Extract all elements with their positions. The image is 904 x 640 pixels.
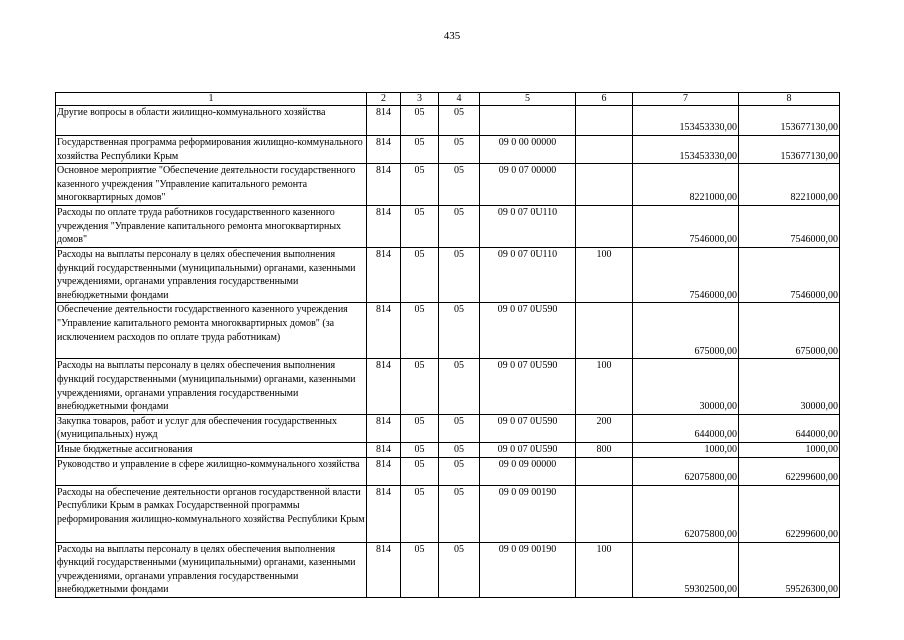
table-row	[56, 303, 840, 359]
row-expense-type	[576, 457, 633, 485]
header-cell: 2	[367, 93, 401, 106]
row-target-article	[480, 106, 576, 136]
row-ministry-code: 814	[367, 457, 401, 485]
row-description: Основное мероприятие "Обеспечение деятельности государственного казенного учреждения "Управление капитального ремонта многоквартирных домов"	[56, 164, 367, 206]
row-expense-type	[576, 485, 633, 542]
row-expense-type: 100	[576, 542, 633, 597]
row-description: Закупка товаров, работ и услуг для обеспечения государственных (муниципальных) нужд	[56, 414, 367, 442]
row-description: Расходы на выплаты персоналу в целях обеспечения выполнения функций государственными (муниципальными) органами, казенными учреждениями, органами управления государственными внебюджетными фондами	[56, 247, 367, 302]
row-subsection: 05	[439, 136, 480, 164]
header-cell: 1	[56, 93, 367, 106]
budget-table	[55, 92, 840, 598]
table-row	[56, 106, 840, 136]
row-expense-type	[576, 205, 633, 247]
row-target-article: 09 0 07 00000	[480, 164, 576, 206]
row-section: 05	[401, 106, 439, 136]
table-row	[56, 457, 840, 485]
row-subsection: 05	[439, 164, 480, 206]
row-target-article: 09 0 00 00000	[480, 136, 576, 164]
row-ministry-code: 814	[367, 542, 401, 597]
row-ministry-code: 814	[367, 106, 401, 136]
row-ministry-code: 814	[367, 359, 401, 414]
row-description: Иные бюджетные ассигнования	[56, 442, 367, 457]
row-amount-col7: 7546000,00	[633, 247, 739, 302]
row-amount-col7: 62075800,00	[633, 485, 739, 542]
row-target-article: 09 0 07 0U110	[480, 205, 576, 247]
row-description: Расходы по оплате труда работников государственного казенного учреждения "Управление капитального ремонта многоквартирных домов"	[56, 205, 367, 247]
row-amount-col7: 7546000,00	[633, 205, 739, 247]
row-section: 05	[401, 205, 439, 247]
row-target-article: 09 0 07 0U590	[480, 414, 576, 442]
row-amount-col8: 59526300,00	[739, 542, 840, 597]
row-amount-col8: 62299600,00	[739, 457, 840, 485]
row-section: 05	[401, 414, 439, 442]
row-target-article: 09 0 07 0U590	[480, 359, 576, 414]
row-section: 05	[401, 485, 439, 542]
row-description: Расходы на выплаты персоналу в целях обеспечения выполнения функций государственными (муниципальными) органами, казенными учреждениями, органами управления государственными внебюджетными фондами	[56, 542, 367, 597]
table-row	[56, 247, 840, 302]
row-expense-type	[576, 136, 633, 164]
row-amount-col8: 30000,00	[739, 359, 840, 414]
row-amount-col8: 1000,00	[739, 442, 840, 457]
header-cell: 6	[576, 93, 633, 106]
row-section: 05	[401, 542, 439, 597]
table-row	[56, 136, 840, 164]
row-ministry-code: 814	[367, 303, 401, 359]
row-target-article: 09 0 09 00190	[480, 542, 576, 597]
table-row	[56, 542, 840, 597]
table-header-row	[56, 93, 840, 106]
row-expense-type	[576, 303, 633, 359]
row-ministry-code: 814	[367, 136, 401, 164]
row-amount-col8: 644000,00	[739, 414, 840, 442]
row-expense-type: 100	[576, 359, 633, 414]
row-target-article: 09 0 07 0U110	[480, 247, 576, 302]
table-row	[56, 414, 840, 442]
row-section: 05	[401, 303, 439, 359]
row-amount-col7: 62075800,00	[633, 457, 739, 485]
row-description: Другие вопросы в области жилищно-коммунального хозяйства	[56, 106, 367, 136]
row-expense-type	[576, 164, 633, 206]
row-section: 05	[401, 442, 439, 457]
row-target-article: 09 0 09 00000	[480, 457, 576, 485]
row-subsection: 05	[439, 247, 480, 302]
table-row	[56, 359, 840, 414]
row-amount-col7: 30000,00	[633, 359, 739, 414]
row-amount-col7: 644000,00	[633, 414, 739, 442]
row-section: 05	[401, 359, 439, 414]
row-section: 05	[401, 164, 439, 206]
row-amount-col8: 7546000,00	[739, 205, 840, 247]
row-expense-type: 200	[576, 414, 633, 442]
header-cell: 3	[401, 93, 439, 106]
row-amount-col7: 8221000,00	[633, 164, 739, 206]
row-expense-type	[576, 106, 633, 136]
row-amount-col8: 8221000,00	[739, 164, 840, 206]
row-amount-col8: 153677130,00	[739, 136, 840, 164]
row-description: Обеспечение деятельности государственного казенного учреждения "Управление капитального ремонта многоквартирных домов" (за исключением расходов по оплате труда работникам)	[56, 303, 367, 359]
row-ministry-code: 814	[367, 442, 401, 457]
table-row	[56, 442, 840, 457]
row-subsection: 05	[439, 442, 480, 457]
row-description: Государственная программа реформирования жилищно-коммунального хозяйства Республики Крым	[56, 136, 367, 164]
row-subsection: 05	[439, 457, 480, 485]
row-amount-col8: 153677130,00	[739, 106, 840, 136]
row-expense-type: 100	[576, 247, 633, 302]
row-target-article: 09 0 07 0U590	[480, 442, 576, 457]
row-ministry-code: 814	[367, 247, 401, 302]
row-section: 05	[401, 136, 439, 164]
header-cell: 4	[439, 93, 480, 106]
row-amount-col8: 7546000,00	[739, 247, 840, 302]
row-section: 05	[401, 247, 439, 302]
page-number: 435	[443, 30, 461, 42]
row-subsection: 05	[439, 205, 480, 247]
row-ministry-code: 814	[367, 485, 401, 542]
header-cell: 5	[480, 93, 576, 106]
table-row	[56, 485, 840, 542]
row-ministry-code: 814	[367, 414, 401, 442]
row-description: Расходы на выплаты персоналу в целях обеспечения выполнения функций государственными (муниципальными) органами, казенными учреждениями, органами управления государственными внебюджетными фондами	[56, 359, 367, 414]
row-section: 05	[401, 457, 439, 485]
row-subsection: 05	[439, 414, 480, 442]
row-ministry-code: 814	[367, 205, 401, 247]
row-description: Расходы на обеспечение деятельности органов государственной власти Республики Крым в рамках Государственной программы реформирования жилищно-коммунального хозяйства Республики Крым	[56, 485, 367, 542]
row-subsection: 05	[439, 106, 480, 136]
row-amount-col7: 153453330,00	[633, 136, 739, 164]
row-subsection: 05	[439, 542, 480, 597]
row-amount-col8: 62299600,00	[739, 485, 840, 542]
row-subsection: 05	[439, 485, 480, 542]
table-row	[56, 205, 840, 247]
row-amount-col8: 675000,00	[739, 303, 840, 359]
row-ministry-code: 814	[367, 164, 401, 206]
row-target-article: 09 0 09 00190	[480, 485, 576, 542]
row-subsection: 05	[439, 303, 480, 359]
row-amount-col7: 675000,00	[633, 303, 739, 359]
row-amount-col7: 153453330,00	[633, 106, 739, 136]
header-cell: 7	[633, 93, 739, 106]
row-amount-col7: 1000,00	[633, 442, 739, 457]
table-row	[56, 164, 840, 206]
row-amount-col7: 59302500,00	[633, 542, 739, 597]
row-subsection: 05	[439, 359, 480, 414]
row-target-article: 09 0 07 0U590	[480, 303, 576, 359]
row-description: Руководство и управление в сфере жилищно-коммунального хозяйства	[56, 457, 367, 485]
header-cell: 8	[739, 93, 840, 106]
row-expense-type: 800	[576, 442, 633, 457]
